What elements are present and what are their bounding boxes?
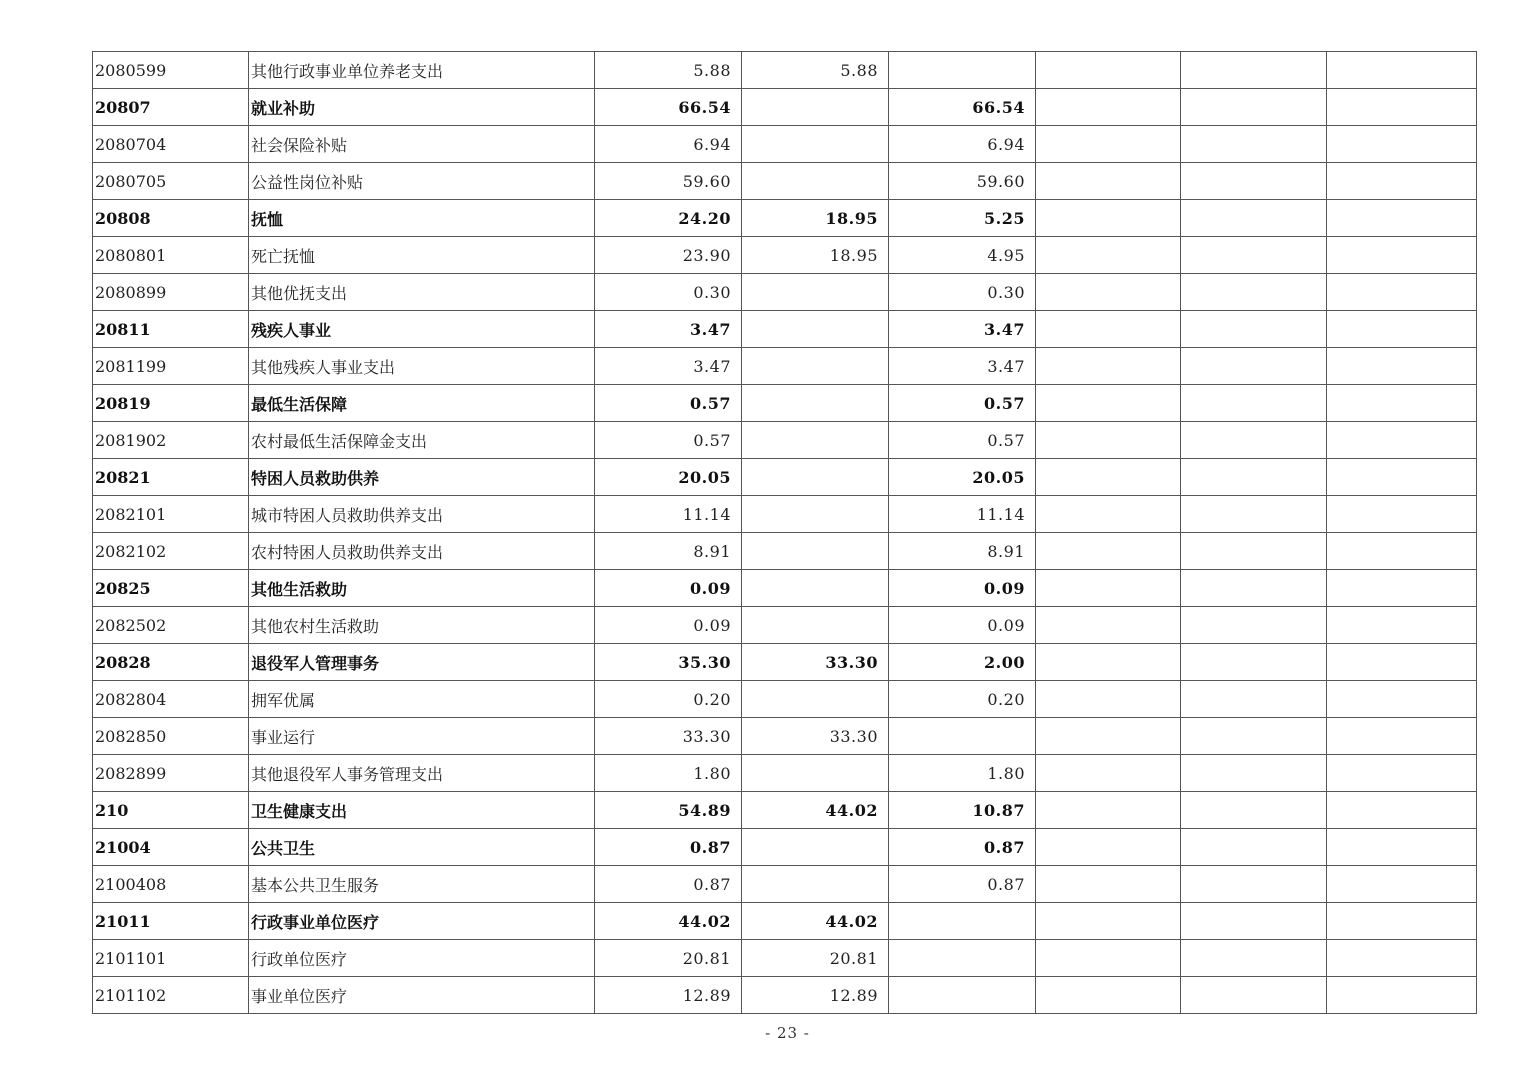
cell-total: 0.09 [595,607,742,644]
cell-code: 2101101 [93,940,249,977]
cell-name: 其他退役军人事务管理支出 [249,755,595,792]
cell-code: 2082804 [93,681,249,718]
cell-project: 6.94 [889,126,1036,163]
cell-col6 [1327,681,1477,718]
cell-name: 城市特困人员救助供养支出 [249,496,595,533]
cell-name: 其他行政事业单位养老支出 [249,52,595,89]
cell-col5 [1181,52,1327,89]
cell-total: 23.90 [595,237,742,274]
cell-col4 [1036,274,1181,311]
cell-project: 3.47 [889,348,1036,385]
cell-project: 11.14 [889,496,1036,533]
cell-col4 [1036,792,1181,829]
cell-total: 0.87 [595,866,742,903]
cell-col5 [1181,940,1327,977]
cell-col4 [1036,755,1181,792]
cell-name: 事业单位医疗 [249,977,595,1014]
cell-col5 [1181,274,1327,311]
table-row [93,644,1477,681]
cell-basic [742,755,889,792]
cell-col6 [1327,570,1477,607]
cell-project: 1.80 [889,755,1036,792]
cell-total: 3.47 [595,311,742,348]
cell-col4 [1036,718,1181,755]
cell-basic [742,570,889,607]
cell-col5 [1181,829,1327,866]
cell-project: 20.05 [889,459,1036,496]
cell-project: 0.09 [889,607,1036,644]
cell-col5 [1181,977,1327,1014]
cell-name: 卫生健康支出 [249,792,595,829]
table-body [93,52,1477,1014]
table-row [93,496,1477,533]
cell-name: 死亡抚恤 [249,237,595,274]
cell-name: 其他优抚支出 [249,274,595,311]
cell-col4 [1036,496,1181,533]
cell-total: 0.57 [595,422,742,459]
cell-col4 [1036,977,1181,1014]
cell-basic: 12.89 [742,977,889,1014]
cell-total: 0.87 [595,829,742,866]
table-row [93,570,1477,607]
table-row [93,533,1477,570]
cell-code: 20808 [93,200,249,237]
cell-total: 0.20 [595,681,742,718]
cell-basic: 20.81 [742,940,889,977]
cell-col6 [1327,348,1477,385]
table-row [93,200,1477,237]
cell-code: 2101102 [93,977,249,1014]
cell-project: 0.57 [889,422,1036,459]
cell-total: 12.89 [595,977,742,1014]
cell-col6 [1327,200,1477,237]
cell-name: 其他残疾人事业支出 [249,348,595,385]
cell-total: 6.94 [595,126,742,163]
table-row [93,718,1477,755]
cell-code: 2080801 [93,237,249,274]
cell-col5 [1181,311,1327,348]
cell-col6 [1327,977,1477,1014]
cell-project [889,903,1036,940]
table-row [93,422,1477,459]
cell-name: 公共卫生 [249,829,595,866]
cell-code: 2081199 [93,348,249,385]
cell-project: 0.57 [889,385,1036,422]
cell-col6 [1327,792,1477,829]
cell-total: 20.05 [595,459,742,496]
cell-col4 [1036,644,1181,681]
cell-basic [742,607,889,644]
cell-col6 [1327,866,1477,903]
cell-basic: 18.95 [742,200,889,237]
cell-col6 [1327,163,1477,200]
cell-basic [742,459,889,496]
cell-col6 [1327,459,1477,496]
cell-col6 [1327,422,1477,459]
table-row [93,385,1477,422]
table-row [93,459,1477,496]
cell-col4 [1036,52,1181,89]
cell-name: 抚恤 [249,200,595,237]
cell-name: 基本公共卫生服务 [249,866,595,903]
cell-total: 44.02 [595,903,742,940]
cell-code: 210 [93,792,249,829]
cell-code: 2082102 [93,533,249,570]
cell-col6 [1327,126,1477,163]
cell-col5 [1181,718,1327,755]
cell-project: 66.54 [889,89,1036,126]
cell-basic [742,385,889,422]
cell-code: 21011 [93,903,249,940]
table-row [93,940,1477,977]
table-row [93,792,1477,829]
cell-basic [742,348,889,385]
cell-name: 最低生活保障 [249,385,595,422]
cell-col4 [1036,607,1181,644]
cell-col5 [1181,385,1327,422]
cell-basic: 44.02 [742,903,889,940]
cell-col6 [1327,940,1477,977]
cell-basic [742,829,889,866]
cell-code: 20811 [93,311,249,348]
cell-col4 [1036,533,1181,570]
cell-basic [742,496,889,533]
cell-basic: 18.95 [742,237,889,274]
cell-project: 4.95 [889,237,1036,274]
cell-total: 11.14 [595,496,742,533]
cell-name: 农村最低生活保障金支出 [249,422,595,459]
cell-col5 [1181,866,1327,903]
table-row [93,829,1477,866]
cell-col6 [1327,903,1477,940]
cell-code: 2082101 [93,496,249,533]
cell-total: 5.88 [595,52,742,89]
table-row [93,89,1477,126]
cell-name: 退役军人管理事务 [249,644,595,681]
cell-col5 [1181,422,1327,459]
cell-basic [742,89,889,126]
cell-basic [742,311,889,348]
cell-total: 0.30 [595,274,742,311]
cell-code: 2081902 [93,422,249,459]
cell-project: 59.60 [889,163,1036,200]
cell-col4 [1036,89,1181,126]
cell-col5 [1181,200,1327,237]
cell-col6 [1327,52,1477,89]
cell-code: 2100408 [93,866,249,903]
table-row [93,348,1477,385]
cell-total: 66.54 [595,89,742,126]
cell-col5 [1181,89,1327,126]
cell-code: 20819 [93,385,249,422]
cell-col6 [1327,755,1477,792]
cell-project: 0.09 [889,570,1036,607]
cell-project [889,940,1036,977]
cell-basic [742,274,889,311]
cell-col4 [1036,348,1181,385]
cell-basic [742,533,889,570]
cell-col6 [1327,718,1477,755]
cell-project: 10.87 [889,792,1036,829]
cell-project: 0.87 [889,866,1036,903]
cell-col5 [1181,903,1327,940]
cell-total: 8.91 [595,533,742,570]
table-row [93,607,1477,644]
cell-name: 行政单位医疗 [249,940,595,977]
cell-total: 0.09 [595,570,742,607]
cell-name: 拥军优属 [249,681,595,718]
cell-project [889,52,1036,89]
cell-code: 20807 [93,89,249,126]
cell-col6 [1327,533,1477,570]
cell-col4 [1036,311,1181,348]
cell-col4 [1036,681,1181,718]
cell-col5 [1181,533,1327,570]
cell-col4 [1036,570,1181,607]
cell-basic [742,126,889,163]
cell-name: 其他农村生活救助 [249,607,595,644]
cell-code: 2082850 [93,718,249,755]
cell-col6 [1327,385,1477,422]
cell-name: 社会保险补贴 [249,126,595,163]
cell-col5 [1181,237,1327,274]
cell-code: 21004 [93,829,249,866]
cell-name: 特困人员救助供养 [249,459,595,496]
cell-basic: 33.30 [742,644,889,681]
cell-project: 5.25 [889,200,1036,237]
cell-name: 行政事业单位医疗 [249,903,595,940]
cell-col5 [1181,126,1327,163]
cell-col4 [1036,126,1181,163]
cell-col5 [1181,163,1327,200]
cell-col4 [1036,459,1181,496]
cell-total: 35.30 [595,644,742,681]
cell-code: 2082899 [93,755,249,792]
page-number: - 23 - [765,1024,810,1042]
cell-col5 [1181,792,1327,829]
cell-name: 公益性岗位补贴 [249,163,595,200]
cell-col4 [1036,940,1181,977]
cell-code: 20825 [93,570,249,607]
cell-name: 事业运行 [249,718,595,755]
cell-total: 54.89 [595,792,742,829]
cell-basic [742,163,889,200]
budget-table [92,51,1477,1014]
cell-project: 3.47 [889,311,1036,348]
cell-basic [742,422,889,459]
cell-code: 20828 [93,644,249,681]
cell-code: 2080704 [93,126,249,163]
cell-code: 2080705 [93,163,249,200]
cell-code: 2082502 [93,607,249,644]
cell-col5 [1181,348,1327,385]
cell-name: 其他生活救助 [249,570,595,607]
cell-basic [742,681,889,718]
cell-project: 0.30 [889,274,1036,311]
cell-code: 20821 [93,459,249,496]
table-row [93,866,1477,903]
cell-project [889,977,1036,1014]
cell-col6 [1327,237,1477,274]
cell-name: 就业补助 [249,89,595,126]
cell-total: 33.30 [595,718,742,755]
cell-code: 2080599 [93,52,249,89]
table-row [93,274,1477,311]
cell-project [889,718,1036,755]
cell-col5 [1181,496,1327,533]
table-row [93,163,1477,200]
cell-name: 农村特困人员救助供养支出 [249,533,595,570]
cell-col6 [1327,274,1477,311]
cell-basic: 33.30 [742,718,889,755]
cell-col6 [1327,829,1477,866]
cell-col5 [1181,755,1327,792]
cell-code: 2080899 [93,274,249,311]
cell-col4 [1036,163,1181,200]
table-row [93,903,1477,940]
cell-project: 8.91 [889,533,1036,570]
table-row [93,126,1477,163]
cell-col6 [1327,607,1477,644]
cell-total: 20.81 [595,940,742,977]
cell-col5 [1181,459,1327,496]
cell-col4 [1036,903,1181,940]
cell-col4 [1036,237,1181,274]
cell-total: 3.47 [595,348,742,385]
cell-col6 [1327,89,1477,126]
table-row [93,311,1477,348]
cell-col4 [1036,385,1181,422]
cell-basic [742,866,889,903]
cell-total: 59.60 [595,163,742,200]
cell-col6 [1327,496,1477,533]
cell-col4 [1036,829,1181,866]
cell-project: 0.20 [889,681,1036,718]
table-row [93,52,1477,89]
cell-total: 0.57 [595,385,742,422]
cell-project: 2.00 [889,644,1036,681]
cell-name: 残疾人事业 [249,311,595,348]
cell-total: 24.20 [595,200,742,237]
table-row [93,681,1477,718]
table-row [93,237,1477,274]
cell-total: 1.80 [595,755,742,792]
cell-col4 [1036,422,1181,459]
cell-col5 [1181,570,1327,607]
cell-col5 [1181,607,1327,644]
cell-basic: 5.88 [742,52,889,89]
cell-col5 [1181,681,1327,718]
table-row [93,755,1477,792]
cell-col6 [1327,644,1477,681]
cell-col5 [1181,644,1327,681]
table-row [93,977,1477,1014]
cell-project: 0.87 [889,829,1036,866]
cell-col4 [1036,866,1181,903]
cell-col6 [1327,311,1477,348]
cell-col4 [1036,200,1181,237]
cell-basic: 44.02 [742,792,889,829]
